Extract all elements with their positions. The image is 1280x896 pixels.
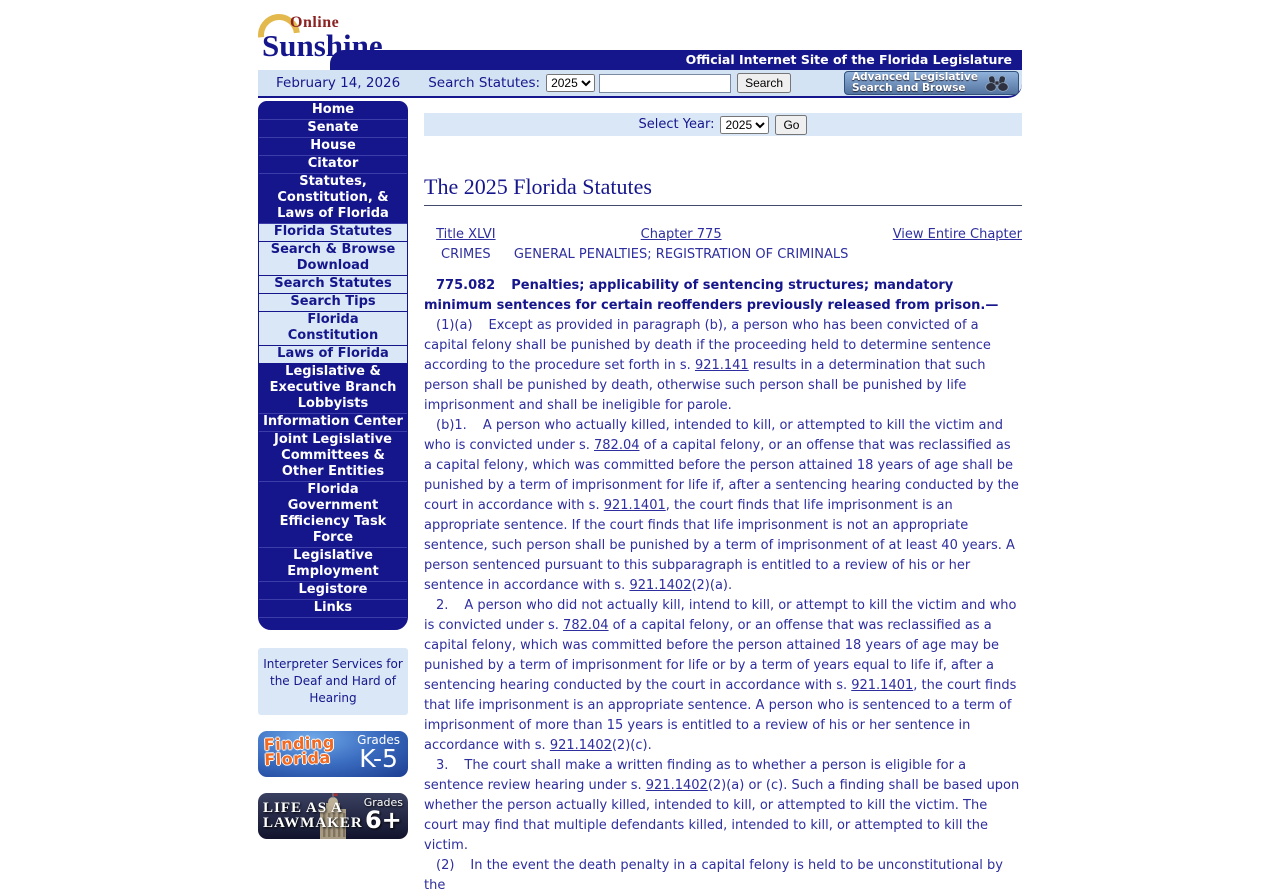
sidebar-item-citator[interactable]: Citator — [259, 156, 407, 174]
statute-paragraph: 3. The court shall make a written finding as to whether a person is eligible for a sentence review hearing under s. 921.1402(2)(a) or (c). Such a finding shall be based upon whether the person actually killed, intended to kill, or attempted to kill the victim. The court may find that multiple defendants killed, intended to kill, or attempted to kill the victim. — [424, 758, 1020, 853]
sidebar-item-house[interactable]: House — [259, 138, 407, 156]
sidebar-item-joint-committees-other-entities[interactable]: Joint Legislative Committees & Other Entities — [259, 432, 407, 482]
select-year-bar — [424, 113, 1022, 136]
section-number: 775.082 — [436, 278, 496, 293]
page — [258, 0, 1022, 896]
chapter-link[interactable]: Chapter 775 — [640, 227, 722, 242]
finding-florida-title: Finding Florida — [263, 732, 336, 770]
advanced-search-button[interactable] — [844, 71, 1019, 95]
logo-online-text: Online — [290, 14, 340, 31]
sidebar-bottom-cap — [259, 618, 407, 629]
statute-cross-reference-link[interactable]: 782.04 — [594, 438, 640, 453]
paragraph-label: 3. — [436, 758, 449, 773]
sidebar-item-senate[interactable]: Senate — [259, 120, 407, 138]
logo-sunshine-text: Sunshine — [262, 28, 383, 63]
lawmaker-grades: Grades 6+ — [363, 796, 403, 834]
binoculars-icon — [983, 75, 1011, 92]
statute-cross-reference-link[interactable]: 921.1401 — [603, 498, 666, 513]
lawmaker-title: LIFE AS A LAWMAKER — [263, 800, 363, 831]
current-date: February 14, 2026 — [276, 75, 401, 91]
paragraph-label: 2. — [436, 598, 449, 613]
online-sunshine-logo[interactable] — [258, 12, 410, 70]
paragraph-label: (2) — [436, 858, 455, 873]
statute-paragraph: (b)1. A person who actually killed, intended to kill, or attempted to kill the victim and who is convicted under s. 782.04 of a capital felony, or an offense that was reclassified as a capital felony, which was committed before the person attained 18 years of age shall be punished by a term of imprisonment for life if, after a sentencing hearing conducted by the court in accordance with s. 921.1401, the court finds that life imprisonment is an appropriate sentence. If the court finds that life imprisonment is not an appropriate sentence, such person shall be punished by a term of imprisonment of at least 40 years. A person sentenced pursuant to this subparagraph is entitled to a review of his or her sentence in accordance with s. 921.1402(2)(a). — [424, 418, 1019, 593]
statute-text — [424, 316, 1022, 896]
search-button[interactable]: Search — [737, 73, 791, 93]
statute-cross-reference-link[interactable]: 921.1401 — [851, 678, 914, 693]
main-content — [424, 101, 1022, 896]
statute-cross-reference-link[interactable]: 782.04 — [563, 618, 609, 633]
statute-paragraph: 2. A person who did not actually kill, intend to kill, or attempt to kill the victim and who is convicted under s. 782.04 of a capital felony, or an offense that was reclassified as a capital felony, which was committed before the person attained 18 years of age may be punished by a term of imprisonment for life or by a term of years equal to life if, after a sentencing hearing conducted by the court in accordance with s. 921.1401, the court finds that life imprisonment is an appropriate sentence. A person who is sentenced to a term of imprisonment of more than 15 years is entitled to a review of his or her sentence in accordance with s. 921.1402(2)(c). — [424, 598, 1017, 753]
section-catchline: Penalties; applicability of sentencing structures; mandatory minimum sentences for certain reoffenders previously released from prison.— — [424, 278, 999, 313]
sidebar-item-search-browse-download[interactable]: Search & Browse Download — [259, 242, 407, 276]
section-heading — [424, 276, 1022, 316]
statute-cross-reference-link[interactable]: 921.1402 — [645, 778, 708, 793]
search-bar — [258, 70, 1022, 98]
search-statutes-label: Search Statutes: — [428, 75, 541, 91]
sidebar-item-information-center[interactable]: Information Center — [259, 414, 407, 432]
sidebar-item-search-statutes[interactable]: Search Statutes — [259, 276, 407, 294]
statute-paragraph: (1)(a) Except as provided in paragraph (b), a person who has been convicted of a capital felony shall be punished by death if the proceeding held to determine sentence according to the procedure set forth in s. 921.141 results in a determination that such person shall be punished by death, otherwise such person shall be punished by life imprisonment and shall be ineligible for parole. — [424, 318, 991, 413]
advanced-search-label: Advanced Legislative Search and Browse — [851, 71, 978, 94]
title-link[interactable]: Title XLVI — [436, 227, 496, 242]
sidebar-item-links[interactable]: Links — [259, 600, 407, 618]
select-year-label: Select Year: — [638, 117, 715, 132]
finding-florida-grades: Grades K-5 — [357, 733, 400, 773]
statutes-year-select[interactable] — [546, 74, 595, 92]
go-button[interactable]: Go — [775, 115, 807, 135]
chapter-nav-table — [424, 226, 1022, 266]
sidebar-item-laws-of-florida[interactable]: Laws of Florida — [259, 346, 407, 364]
view-entire-chapter-link[interactable]: View Entire Chapter — [892, 227, 1022, 242]
sidebar-item-legislative-executive-lobbyists[interactable]: Legislative & Executive Branch Lobbyists — [259, 364, 407, 414]
official-site-banner — [330, 50, 1022, 70]
year-select[interactable] — [720, 116, 769, 134]
sidebar-item-florida-constitution[interactable]: Florida Constitution — [259, 312, 407, 346]
paragraph-label: (b)1. — [436, 418, 467, 433]
sidebar-item-legistore[interactable]: Legistore — [259, 582, 407, 600]
sidebar-item-statutes-constitution-laws[interactable]: Statutes, Constitution, & Laws of Florida — [259, 174, 407, 224]
sidebar-item-legislative-employment[interactable]: Legislative Employment — [259, 548, 407, 582]
finding-florida-banner[interactable] — [258, 731, 408, 777]
header — [258, 12, 1022, 70]
statute-cross-reference-link[interactable]: 921.1402 — [549, 738, 612, 753]
sidebar — [258, 101, 408, 896]
sidebar-item-search-tips[interactable]: Search Tips — [259, 294, 407, 312]
statute-cross-reference-link[interactable]: 921.141 — [694, 358, 749, 373]
interpreter-services-note[interactable]: Interpreter Services for the Deaf and Hard of Hearing — [258, 648, 408, 715]
sidebar-menu — [258, 101, 408, 630]
statute-cross-reference-link[interactable]: 921.1402 — [629, 578, 692, 593]
page-title: The 2025 Florida Statutes — [424, 174, 1022, 206]
sidebar-item-government-efficiency-task-force[interactable]: Florida Government Efficiency Task Force — [259, 482, 407, 548]
statutes-search-input[interactable] — [599, 74, 731, 93]
official-site-text: Official Internet Site of the Florida Legislature — [685, 52, 1012, 67]
title-name: CRIMES — [441, 247, 491, 262]
paragraph-label: (1)(a) — [436, 318, 473, 333]
statute-paragraph: (2) In the event the death penalty in a capital felony is held to be unconstitutional by the — [424, 858, 1003, 893]
sidebar-item-home[interactable]: Home — [259, 102, 407, 120]
sidebar-item-florida-statutes[interactable]: Florida Statutes — [259, 224, 407, 242]
chapter-name: GENERAL PENALTIES; REGISTRATION OF CRIMINALS — [513, 247, 849, 262]
